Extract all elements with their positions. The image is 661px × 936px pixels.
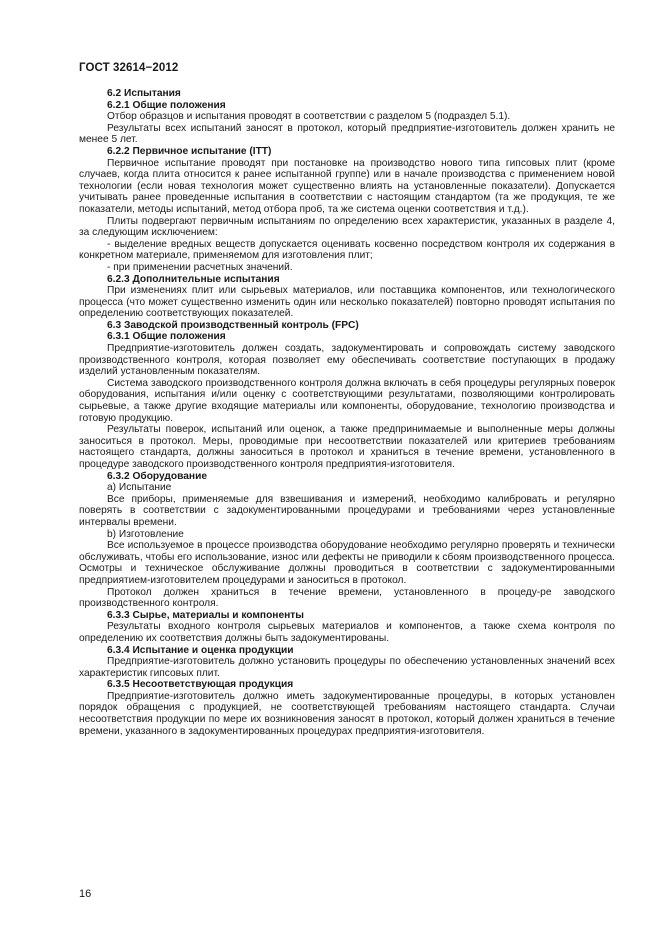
subsection-heading: 6.3.5 Несоответствующая продукция bbox=[107, 679, 294, 691]
paragraph: Отбор образцов и испытания проводят в соответствии с разделом 5 (подраздел 5.1). bbox=[107, 111, 511, 123]
paragraph: Плиты подвергают первичным испытаниям по определению всех характеристик, указанных в разделе 4, за следующим исключением: bbox=[79, 215, 615, 239]
list-label: b) Изготовление bbox=[107, 528, 184, 540]
subsection-heading: 6.2.1 Общие положения bbox=[107, 99, 226, 111]
paragraph: Предприятие-изготовитель должно иметь задокументированные процедуры, в которых установлен порядок обращения с продукцией, не соответствующей требованиям настоящего стандарта. Случаи несоответствия продукции по мере их возникновения заносят в протокол, который должен храниться в течение времени, указанного в задокументированных процедурах предприятия-изготовителя. bbox=[79, 690, 615, 737]
paragraph: Первичное испытание проводят при постановке на производство нового типа гипсовых плит (кроме случаев, когда плита относится к ранее испытанной группе) или в начале производства с применением новой технологии (если новая технология может существенно влиять на установленные показатели). Допускается учитывать ранее проведенные испытания в соответствии с настоящим стандартом (та же продукция, те же показатели, методы испытаний, метод отбора проб, та же система оценки соответствия и т.д.). bbox=[79, 157, 615, 215]
paragraph: При изменениях плит или сырьевых материалов, или поставщика компонентов, или технологического процесса (что может существенно изменить один или несколько показателей) повторно проводят испытания по определению соответствующих показателей. bbox=[79, 285, 615, 320]
paragraph: Предприятие-изготовитель должно установить процедуры по обеспечению установленных значений всех характеристик гипсовых плит. bbox=[79, 656, 615, 679]
paragraph: Результаты всех испытаний заносят в протокол, который предприятие-изготовитель должен хранить не менее 5 лет. bbox=[79, 122, 615, 146]
page-number: 16 bbox=[79, 888, 92, 900]
list-label: a) Испытание bbox=[107, 482, 172, 494]
paragraph: Результаты поверок, испытаний или оценок, а также предпринимаемые и выполненные меры должны заноситься в протокол. Меры, проводимые при несоответствии показателей или критериев требованиям настоящего стандарта, должны заноситься в протокол и храниться в течение времени, установленного в процедуре заводского производственного контроля предприятия-изготовителя. bbox=[79, 424, 615, 470]
paragraph: - при применении расчетных значений. bbox=[107, 261, 293, 273]
paragraph: Все используемое в процессе производства оборудование необходимо регулярно проверять и технически обслуживать, чтобы его использование, износ или дефекты не приводили к сбоям производственного процесса. Осмотры и техническое обслуживание должны проводиться в соответствии с задокументированными предприятием-изготовителем процедурами и заноситься в протокол. bbox=[79, 540, 615, 586]
document-header: ГОСТ 32614−2012 bbox=[79, 62, 179, 74]
subsection-heading: 6.2.2 Первичное испытание (ITT) bbox=[107, 145, 272, 157]
subsection-heading: 6.3.2 Оборудование bbox=[107, 470, 207, 482]
paragraph: Протокол должен храниться в течение времени, установленного в процеду-ре заводского производственного контроля. bbox=[79, 586, 615, 610]
paragraph: Предприятие-изготовитель должен создать, задокументировать и сопровождать систему заводского производственного контроля, которая позволяет ему обеспечивать соответствие поступающих в продажу изделий установленным показателям. bbox=[79, 343, 615, 378]
subsection-heading: 6.3.3 Сырье, материалы и компоненты bbox=[107, 609, 304, 621]
paragraph: Все приборы, применяемые для взвешивания и измерений, необходимо калибровать и регулярно поверять в соответствии с задокументированными процедурами и требованиями через установленные интервалы времени. bbox=[79, 493, 615, 528]
paragraph: Результаты входного контроля сырьевых материалов и компонентов, а также схема контроля по определению их соответствия должны быть задокументированы. bbox=[79, 621, 615, 644]
document-body bbox=[79, 88, 615, 737]
subsection-heading: 6.3.4 Испытание и оценка продукции bbox=[107, 644, 294, 656]
paragraph: Система заводского производственного контроля должна включать в себя процедуры регулярных поверок оборудования, испытания и/или оценку с соответствующими результатами, позволяющими контролировать сырьевые, а также другие входящие материалы или компоненты, оборудование, технологию производства и готовую продукцию. bbox=[79, 377, 615, 424]
section-heading: 6.2 Испытания bbox=[107, 88, 181, 99]
subsection-heading: 6.2.3 Дополнительные испытания bbox=[107, 273, 280, 285]
paragraph: - выделение вредных веществ допускается оценивать косвенно посредством контроля их содержания в конкретном материале, применяемом для изготовления плит; bbox=[79, 238, 615, 262]
subsection-heading: 6.3.1 Общие положения bbox=[107, 331, 226, 343]
section-heading: 6.3 Заводской производственный контроль (FPC) bbox=[107, 319, 359, 331]
